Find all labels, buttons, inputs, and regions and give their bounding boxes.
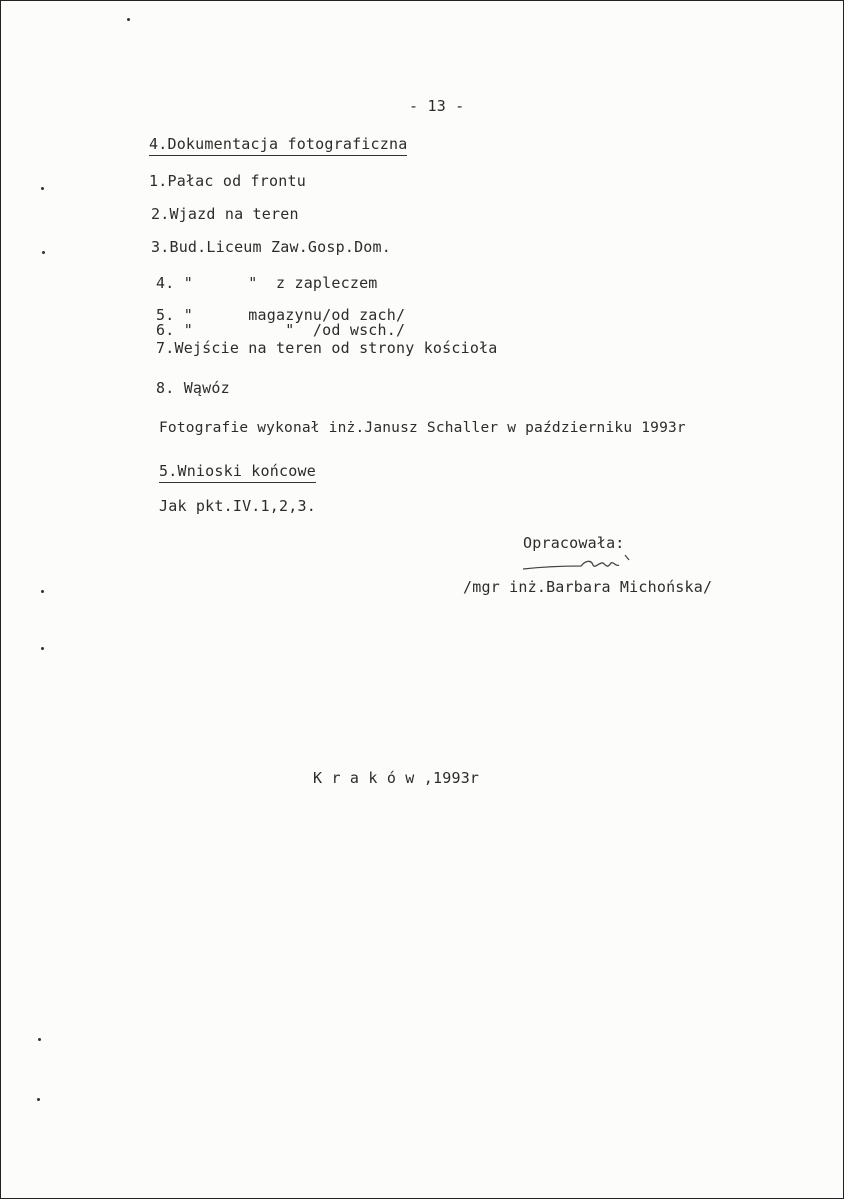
margin-speck	[38, 1038, 41, 1041]
margin-speck	[41, 647, 44, 650]
list-item: 5. " magazynu/od zach/	[156, 306, 406, 324]
list-item: 6. " " /od wsch./	[156, 321, 406, 339]
margin-speck	[41, 590, 44, 593]
list-item: 1.Pałac od frontu	[149, 172, 306, 190]
section-heading-photo-documentation: 4.Dokumentacja fotograficzna	[149, 135, 407, 156]
handwritten-signature	[521, 553, 631, 577]
author-name: /mgr inż.Barbara Michońska/	[463, 578, 713, 596]
section-heading-conclusions: 5.Wnioski końcowe	[159, 462, 316, 483]
margin-speck	[41, 187, 44, 190]
margin-speck	[42, 251, 45, 254]
list-item: 2.Wjazd na teren	[151, 205, 299, 223]
margin-speck	[37, 1098, 40, 1101]
list-item: 7.Wejście na teren od strony kościoła	[156, 339, 498, 357]
photo-author-note: Fotografie wykonał inż.Janusz Schaller w październiku 1993r	[159, 420, 686, 436]
conclusion-text: Jak pkt.IV.1,2,3.	[159, 497, 316, 515]
page-number: - 13 -	[409, 97, 465, 115]
list-item: 3.Bud.Liceum Zaw.Gosp.Dom.	[151, 238, 391, 256]
list-item: 8. Wąwóz	[156, 379, 230, 397]
place-and-date: K r a k ó w ,1993r	[313, 769, 480, 787]
list-item: 4. " " z zapleczem	[156, 274, 378, 292]
margin-speck	[127, 18, 130, 21]
prepared-by-label: Opracowała:	[523, 534, 625, 552]
